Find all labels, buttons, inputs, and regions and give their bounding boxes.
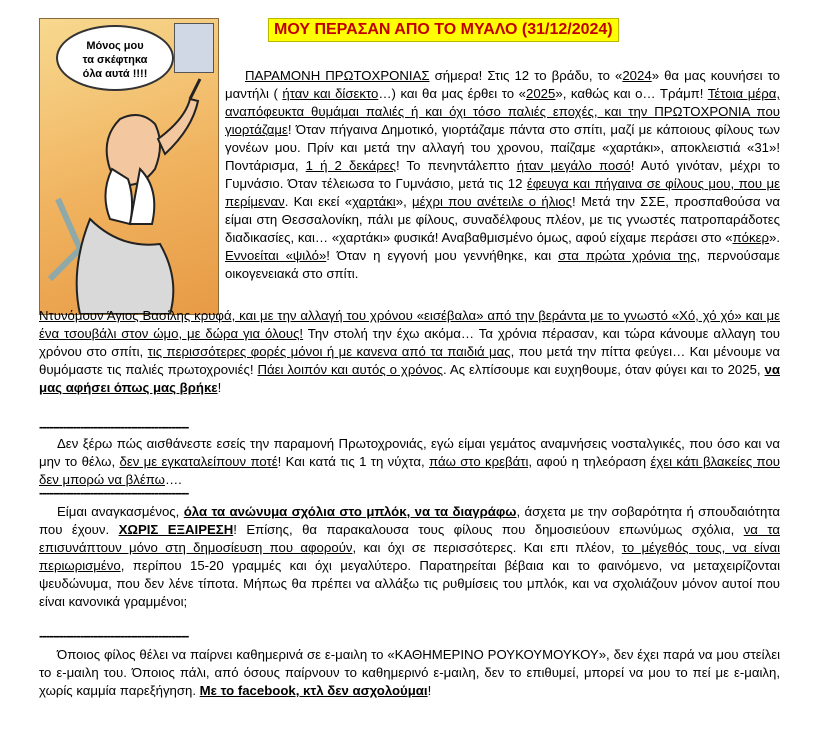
intro-paragraph bbox=[225, 67, 780, 283]
text-span: χαρτάκι bbox=[352, 194, 396, 209]
nostalgia-paragraph bbox=[39, 435, 780, 489]
text-span: έφευγα και πήγαινα σε φίλους μου, που με περίμεναν bbox=[225, 176, 780, 209]
text-span: τις περισσότερες φορές μόνοι ή με κανενα από τα παιδιά μας bbox=[147, 344, 511, 359]
text-span: Την στολή την έχω ακόμα… Τα χρόνια πέρασαν, και τώρα κάνουμε αλλαγη του χρόνου στο σπίτι, bbox=[39, 326, 780, 359]
text-span: …) και θα μας έρθει το « bbox=[378, 86, 527, 101]
text-span: δεν με εγκαταλείπουν ποτέ bbox=[119, 454, 278, 469]
text-span: να τα επισυνάπτουν μόνο στη δημοσίευση που αφορούν bbox=[39, 522, 780, 555]
don-quixote-illustration bbox=[40, 19, 218, 314]
text-span: » θα μας κουνήσει το μαντήλι ( bbox=[225, 68, 781, 101]
text-span: έχει κάτι βλακείες που δεν μπορώ να βλέπω bbox=[39, 454, 780, 487]
text-span: στα πρώτα χρόνια της bbox=[558, 248, 697, 263]
text-span: , περνούσαμε οικογενειακά στο σπίτι. bbox=[225, 248, 780, 281]
text-span: ! Το πενηντάλεπτο bbox=[396, 158, 517, 173]
text-span: 2025 bbox=[526, 86, 556, 101]
text-span: ! Επίσης, θα παρακαλουσα τους φίλους που δημοσιεύουν επωνύμως σχόλια, bbox=[233, 522, 744, 537]
text-span: Όποιος φίλος θέλει να παίρνει καθημερινά σε ε-μαιλη το «ΚΑΘΗΜΕΡΙΝΟ ΡΟΥΚΟΥΜΟΥΚΟΥ», δεν έχει παρά να μου στείλει το ε-μαιλη του. Όποιος πάλι, από όσους παίρνουν το καθημερινό ε-μαιλη, δεν το επιθυμεί, μπορεί να μου το πεί με ε-μαιλη, χωρίς καμμία παρεξήγηση. bbox=[39, 647, 780, 698]
text-span: Πάει λοιπόν και αυτός ο χρόνος bbox=[257, 362, 443, 377]
cartoon-image bbox=[39, 18, 219, 315]
text-span: Τέτοια μέρα, αναπόφευκτα θυμάμαι παλιές ή και όχι τόσο παλιές εποχές, και την ΠΡΩΤΟΧΡΟΝΙΑ που γιορτάζαμε bbox=[225, 86, 781, 137]
text-span: ! bbox=[217, 380, 222, 395]
text-span: ! Όταν η εγγονή μου γεννήθηκε, και bbox=[326, 248, 559, 263]
newsletter-paragraph bbox=[39, 646, 780, 700]
text-span: ΧΩΡΙΣ ΕΞΑΙΡΕΣΗ bbox=[118, 522, 234, 537]
text-span: Ντυνόμουν Άγιος Βασίλης κρυφά, και με την αλλαγή του χρόνου «εισέβαλα» από την βεράντα με το γνωστό «Χό, χό χό» και με ένα τσουβάλι στον ώμο, με δώρα για όλους! bbox=[39, 308, 780, 341]
separator: -------------------------------------------- bbox=[39, 419, 189, 434]
text-span: αφού η τηλεόραση bbox=[532, 454, 651, 469]
text-span: ! Αυτό γινόταν, μέχρι το Γυμνάσιο. Όταν τέλειωσα το Γυμνάσιο, μετά τις 12 bbox=[225, 158, 780, 191]
text-span: πάω στο κρεβάτι, bbox=[429, 454, 533, 469]
intro-paragraph-continued bbox=[39, 307, 780, 397]
text-span: ΠΑΡΑΜΟΝΗ ΠΡΩΤΟΧΡΟΝΙΑΣ bbox=[245, 68, 430, 83]
text-span: ήταν μεγάλο ποσό bbox=[516, 158, 631, 173]
text-span: όλα τα ανώνυμα σχόλια στο μπλόκ, να τα διαγράφω bbox=[183, 504, 517, 519]
bubble-line: τα σκέφτηκα bbox=[82, 54, 148, 66]
text-span: », bbox=[395, 194, 413, 209]
text-span: μέχρι που ανέτειλε ο ήλιος bbox=[412, 194, 572, 209]
text-span: 1 ή 2 δεκάρες bbox=[305, 158, 397, 173]
text-span: ! Μετά την ΣΣΕ, προσπαθούσα να είμαι στη Θεσσαλονίκη, πάλι με φίλους, συναδέλφους πλέον, με τις γνωστές πατροπαράδοτες διαδικασίες, και… «χαρτάκι» φυσικά! Αναβαθμισμένο όμως, αφού είχαμε περάσει στο « bbox=[225, 194, 780, 245]
text-span: , και όχι σε περισσότερες. Και επι πλέον, bbox=[352, 540, 622, 555]
text-span: Δεν ξέρω πώς αισθάνεστε εσείς την παραμονή Πρωτοχρονιάς, εγώ είμαι γεμάτος αναμνήσεις νοσταλγικές, που όσο και να μην το θέλω, bbox=[39, 436, 780, 469]
text-span: ! bbox=[427, 683, 432, 698]
text-span: …. bbox=[164, 472, 182, 487]
separator: -------------------------------------------- bbox=[39, 628, 189, 643]
text-span: ». bbox=[769, 230, 780, 245]
text-span: Με το facebook, κτλ δεν ασχολούμαι bbox=[199, 683, 428, 698]
bubble-line: όλα αυτά !!!! bbox=[82, 68, 148, 80]
page-title: ΜΟΥ ΠΕΡΑΣΑΝ ΑΠΟ ΤΟ ΜΥΑΛΟ (31/12/2024) bbox=[268, 18, 619, 42]
text-span: πόκερ bbox=[732, 230, 769, 245]
comments-policy-paragraph bbox=[39, 503, 780, 611]
text-span: . Ας ελπίσουμε και ευχηθουμε, όταν φύγει και το 2025, bbox=[442, 362, 765, 377]
text-span: Εννοείται «ψιλό» bbox=[225, 248, 327, 263]
bubble-line: Μόνος μου bbox=[86, 40, 144, 52]
text-span: ! Και κατά τις 1 τη νύχτα, bbox=[277, 454, 430, 469]
text-span: σήμερα! Στις 12 το βράδυ, το « bbox=[429, 68, 623, 83]
text-span: Είμαι αναγκασμένος, bbox=[57, 504, 184, 519]
text-span: . Και εκεί « bbox=[284, 194, 353, 209]
text-span: , περίπου 15-20 γραμμές και όχι μεγαλύτερο. Παρατηρείται βέβαια και το φαινόμενο, να μεταχειρίζονται ψευδώνυμα, που δεν λένε τίποτα. Μήπως θα πρέπει να αλλάξω τις ρυθμίσεις του μπλόκ, και να σχολιάζουν μόνον αυτοί που είναι κανονικά γραμμένοι; bbox=[39, 558, 780, 609]
text-span: το μέγεθός τους, να είναι περιωρισμένο bbox=[39, 540, 781, 573]
separator: -------------------------------------------- bbox=[39, 485, 189, 500]
text-span: ήταν και δίσεκτο bbox=[282, 86, 379, 101]
text-span: ! Όταν πήγαινα Δημοτικό, γιορτάζαμε πάντα στο σπίτι, μαζί με κάποιους φίλους των γονέων μου. Πρίν και μετά την αλλαγή του χρονου, παίζαμε «χαρτάκι», αποκλειστιά «31»! Ποντάρισμα, bbox=[225, 122, 780, 173]
text-span: , που μετά την πίττα φεύγει… Και μένουμε να θυμόμαστε τις παλιές πρωτοχρονιές! bbox=[39, 344, 781, 377]
text-span: , άσχετα με την σοβαρότητα ή σπουδαιότητα που έχουν. bbox=[39, 504, 780, 537]
text-span: », καθώς και ο… Τράμπ! bbox=[555, 86, 708, 101]
text-span: 2024 bbox=[622, 68, 652, 83]
text-span: να μας αφήσει όπως μας βρήκε bbox=[39, 362, 780, 395]
